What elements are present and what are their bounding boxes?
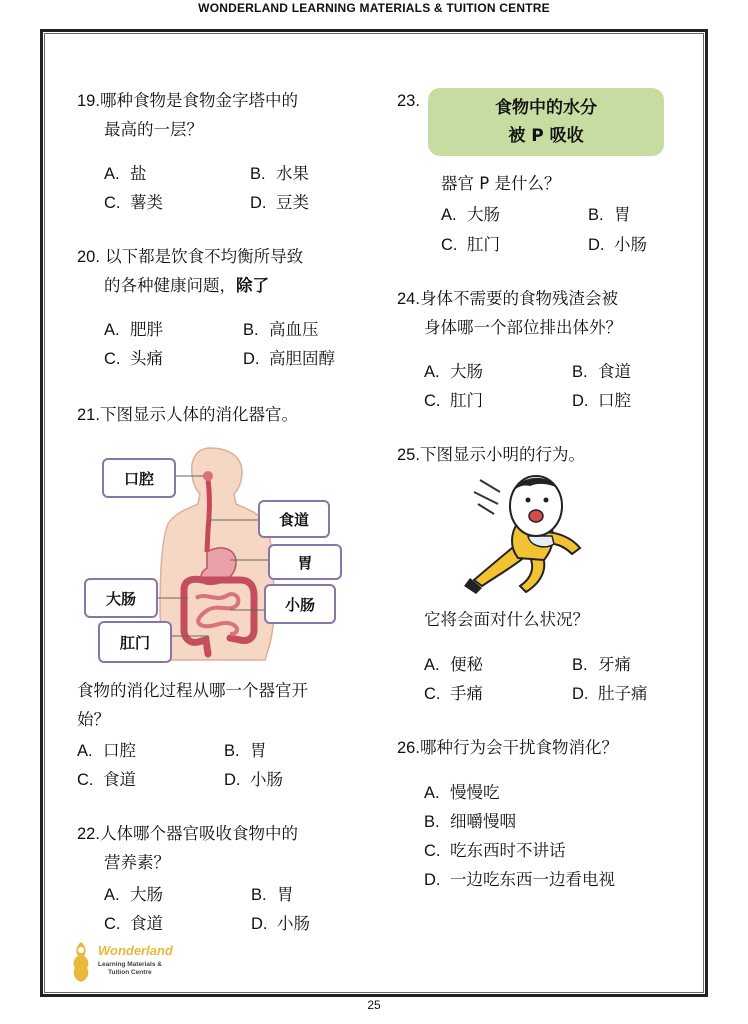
q24-option-b[interactable]: B. 食道 [572,362,631,381]
label-stomach: 胃 [268,544,342,580]
q21-option-d[interactable]: D. 小肠 [224,770,283,789]
q20-line1: 20. 以下都是饮食不均衡所导致 [77,247,304,266]
q25-option-b[interactable]: B. 牙痛 [572,655,631,674]
q19-option-d[interactable]: D. 豆类 [250,193,309,212]
q21-option-b[interactable]: B. 胃 [224,741,267,760]
q21-stem-line2: 始？ [77,710,110,729]
q22-option-b[interactable]: B. 胃 [251,885,294,904]
q23-option-b[interactable]: B. 胃 [588,205,631,224]
q19-line2: 最高的一层？ [104,120,203,139]
q22-option-a[interactable]: A. 大肠 [104,885,163,904]
q24-line2: 身体哪一个部位排出体外？ [424,318,622,337]
q20-option-c[interactable]: C. 头痛 [104,349,163,368]
q24-option-d[interactable]: D. 口腔 [572,391,631,410]
q23-stem: 器官 P 是什么？ [441,174,561,193]
q23-box-line1: 食物中的水分 [495,98,597,118]
label-esophagus: 食道 [258,500,330,538]
q26-line1: 26.哪种行为会干扰食物消化？ [397,738,618,757]
esophagus-shape [207,480,210,552]
mouth-shape [203,471,213,481]
label-large-intestine: 大肠 [84,578,158,618]
q23-option-a[interactable]: A. 大肠 [441,205,500,224]
q23-box-line2: 被 P 吸收 [508,126,584,146]
q19-option-c[interactable]: C. 薯类 [104,193,163,212]
q24-line1: 24.身体不需要的食物残渣会被 [397,289,618,308]
q20-option-a[interactable]: A. 肥胖 [104,320,163,339]
running-boy-illustration [460,470,590,595]
q21-stem-line1: 食物的消化过程从哪一个器官开 [77,681,308,700]
q26-option-a[interactable]: A. 慢慢吃 [424,783,500,802]
q23-number: 23. [397,92,420,110]
label-small-intestine: 小肠 [264,584,336,624]
q25-option-c[interactable]: C. 手痛 [424,684,483,703]
q20-except-emphasis: 除了 [236,276,269,295]
q23-option-d[interactable]: D. 小肠 [588,235,647,254]
q20-option-b[interactable]: B. 高血压 [243,320,319,339]
q26-option-b[interactable]: B. 细嚼慢咽 [424,812,516,831]
page-number: 25 [367,998,381,1012]
q25-option-a[interactable]: A. 便秘 [424,655,483,674]
q24-option-a[interactable]: A. 大肠 [424,362,483,381]
q25-option-d[interactable]: D. 肚子痛 [572,684,648,703]
page-header: WONDERLAND LEARNING MATERIALS & TUITION CENTRE [198,1,550,15]
q26-option-c[interactable]: C. 吃东西时不讲话 [424,841,566,860]
q22-line1: 22.人体哪个器官吸收食物中的 [77,824,298,843]
logo-sub2: Tuition Centre [108,969,152,976]
q25-line1: 25.下图显示小明的行为。 [397,445,585,464]
q22-option-d[interactable]: D. 小肠 [251,914,310,933]
q21-option-a[interactable]: A. 口腔 [77,741,136,760]
label-mouth: 口腔 [102,458,176,498]
q25-stem: 它将会面对什么状况？ [424,610,589,629]
q26-option-d[interactable]: D. 一边吃东西一边看电视 [424,870,615,889]
q22-option-c[interactable]: C. 食道 [104,914,163,933]
q19-line1: 19.哪种食物是食物金字塔中的 [77,91,298,110]
label-anus: 肛门 [98,621,172,663]
wonderland-logo-icon [66,940,96,984]
logo-name: Wonderland [98,943,173,958]
q20-line2: 的各种健康问题，除了 [104,276,269,295]
logo-sub1: Learning Materials & [98,961,162,968]
q22-line2: 营养素？ [104,853,170,872]
q21-option-c[interactable]: C. 食道 [77,770,136,789]
q23-option-c[interactable]: C. 肛门 [441,235,500,254]
q21-line1: 21.下图显示人体的消化器官。 [77,405,298,424]
q24-option-c[interactable]: C. 肛门 [424,391,483,410]
q19-option-b[interactable]: B. 水果 [250,164,309,183]
q20-option-d[interactable]: D. 高胆固醇 [243,349,335,368]
q19-option-a[interactable]: A. 盐 [104,164,147,183]
q23-statement-box [428,88,664,156]
